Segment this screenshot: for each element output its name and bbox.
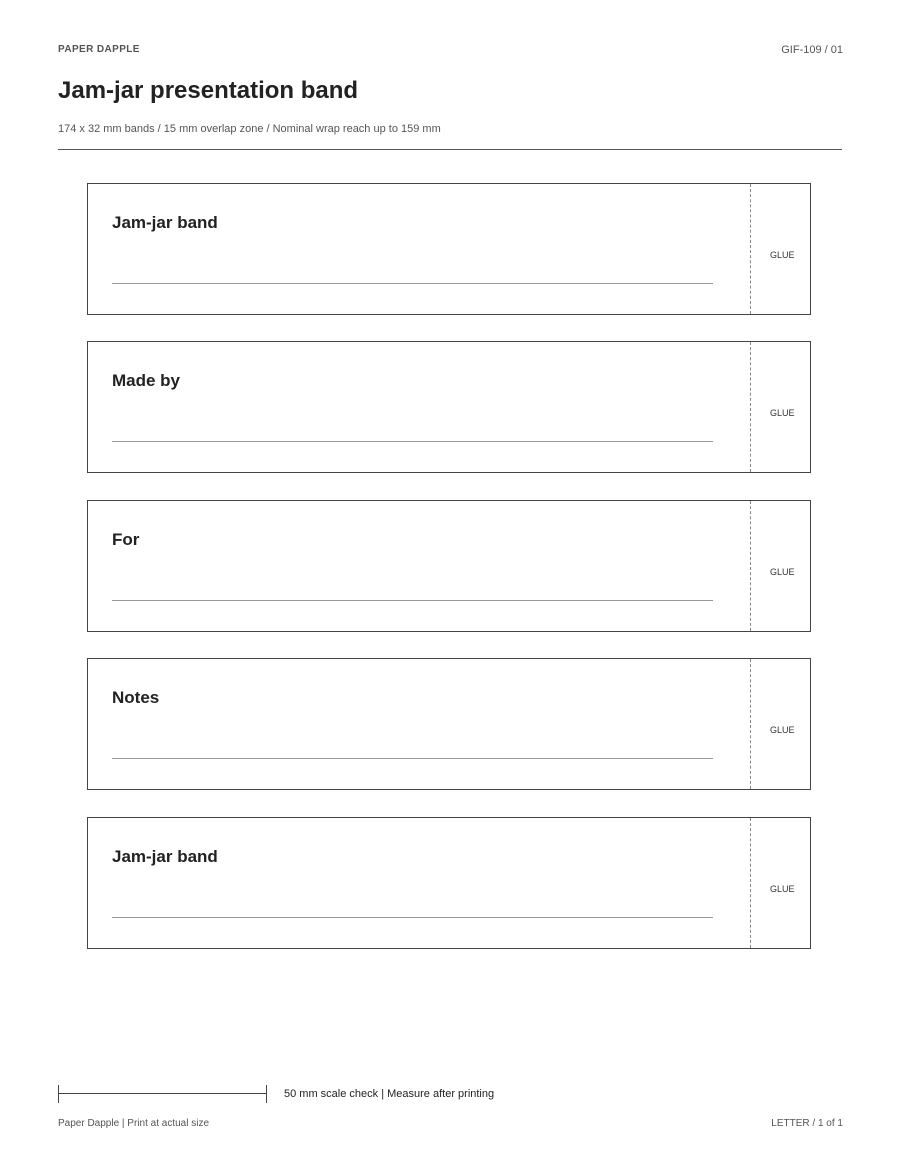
band-label: Notes (112, 688, 160, 707)
glue-label: GLUE (770, 408, 795, 418)
page-title: Jam-jar presentation band (58, 77, 359, 104)
fold-line (750, 659, 751, 789)
write-line (112, 917, 713, 918)
page-subtitle: 174 x 32 mm bands / 15 mm overlap zone / Nominal wrap reach up to 159 mm (58, 123, 441, 135)
write-line (112, 283, 713, 284)
scale-check-text: 50 mm scale check | Measure after printing (284, 1088, 495, 1100)
write-line (112, 600, 713, 601)
band-label: Jam-jar band (112, 847, 218, 866)
scale-tick-right (266, 1085, 267, 1103)
scale-tick-left (58, 1085, 59, 1103)
header-divider (58, 149, 842, 150)
band-jam-jar (87, 183, 811, 315)
write-line (112, 758, 713, 759)
band-for (87, 500, 811, 632)
band-jam-jar-2 (87, 817, 811, 949)
band-label: Jam-jar band (112, 213, 218, 232)
footer-note: Paper Dapple | Print at actual size (58, 1118, 210, 1129)
glue-label: GLUE (770, 250, 795, 260)
band-made-by (87, 341, 811, 473)
fold-line (750, 818, 751, 948)
fold-line (750, 184, 751, 314)
band-notes (87, 658, 811, 790)
fold-line (750, 342, 751, 472)
glue-label: GLUE (770, 884, 795, 894)
write-line (112, 441, 713, 442)
glue-label: GLUE (770, 567, 795, 577)
glue-label: GLUE (770, 725, 795, 735)
page-info: LETTER / 1 of 1 (771, 1118, 843, 1129)
scale-check-bar (58, 1085, 267, 1103)
scale-line (58, 1093, 267, 1094)
band-label: For (112, 530, 140, 549)
fold-line (750, 501, 751, 631)
brand-name: PAPER DAPPLE (58, 44, 140, 55)
document-id: GIF-109 / 01 (781, 44, 843, 56)
band-label: Made by (112, 371, 181, 390)
